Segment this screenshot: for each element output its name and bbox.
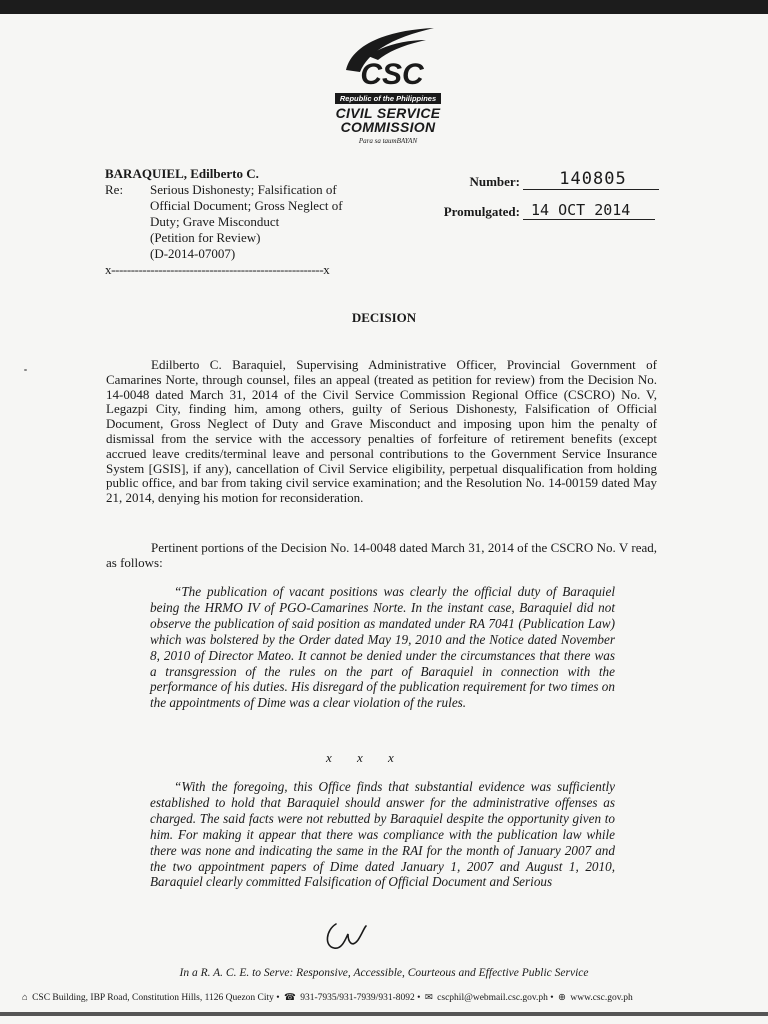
phone-icon: ☎ (284, 993, 296, 1003)
number-label: Number: (469, 174, 520, 189)
re-block (84, 182, 343, 262)
footer-email[interactable]: csc​phil@webmail.csc.gov.ph • (437, 993, 554, 1003)
re-lines (150, 182, 343, 262)
quote-ellipsis: x x x (326, 750, 394, 765)
number-value: 140805 (523, 169, 659, 190)
building-icon: ⌂ (22, 993, 28, 1003)
logo-name-line2: COMMISSION (340, 119, 436, 135)
email-icon: ✉ (424, 993, 433, 1003)
re-line: Official Document; Gross Neglect of (150, 198, 343, 213)
footer-tagline: In a R. A. C. E. to Serve: Responsive, Accessible, Courteous and Effective Public Service (179, 967, 589, 979)
number-row (428, 160, 659, 190)
csc-logo (326, 26, 450, 152)
logo-acronym: CSC (360, 58, 424, 88)
initial-signature (320, 916, 370, 959)
quote-paragraph-2: “With the foregoing, this Office finds that substantial evidence was sufficiently established to hold that Baraquiel should answer for the administrative offenses as charged. The said facts were not rebutted by Baraquiel despite the opportunity given to him. For making it appear that there was compliance with the publication law while there was none and indicating the same in the RAI for the month of January 2007 and the two appointment papers of Dime dated January 1, 2007 and August 1, 2010, Baraquiel clearly committed Falsification of Official Document and Serious (150, 779, 615, 890)
re-line: Duty; Grave Misconduct (150, 214, 280, 229)
logo-name-line1: CIVIL SERVICE (335, 105, 441, 121)
caption-separator: x------------------------------------------------------x (105, 262, 330, 277)
decision-meta (428, 160, 659, 220)
respondent-name: BARAQUIEL, Edilberto C. (105, 166, 259, 181)
web-icon: ⊕ (558, 993, 566, 1003)
case-caption (84, 166, 343, 262)
footer-website[interactable]: www.csc.gov.ph (570, 993, 633, 1003)
footer-contact (22, 992, 762, 1003)
re-line: (Petition for Review) (150, 230, 261, 245)
logo-motto: Para sa taumBAYAN (358, 137, 418, 145)
re-label: Re: (105, 182, 124, 197)
quote-paragraph-1: “The publication of vacant positions was clearly the official duty of Baraquiel being the HRMO IV of PGO-Camarines Norte. In the instant case, Baraquiel did not observe the publication of said position as mandated under RA 7041 (Publication Law) which was bolstered by the Order dated May 19, 2010 and the Notice dated November 8, 2010 of Director Mateo. It cannot be denied under the circumstances that there was a transgression of the rules on the part of Baraquiel in connection with the performance of his duties. His disregard of the publication requirement for two times on the appointments of Dime was a clear violation of the rules. (150, 584, 615, 711)
footer-address: CSC Building, IBP Road, Constitution Hills, 1126 Quezon City • (32, 993, 280, 1003)
scan-speck (24, 369, 27, 371)
re-line: (D-2014-07007) (150, 246, 236, 261)
logo-republic: Republic of the Philippines (335, 93, 441, 104)
decision-title: DECISION (351, 310, 417, 325)
bottom-border (0, 1012, 768, 1016)
csc-swoosh-emblem-icon (338, 26, 438, 88)
promulgated-value: 14 OCT 2014 (523, 201, 655, 220)
promulgated-row (428, 190, 659, 220)
footer-phone: 931-7935/931-7939/931-8092 • (300, 993, 421, 1003)
re-line: Serious Dishonesty; Falsification of (150, 182, 337, 197)
body-paragraph-2: Pertinent portions of the Decision No. 14-0048 dated March 31, 2014 of the CSCRO No. V read, as follows: (106, 540, 657, 570)
handwritten-initial-icon (320, 916, 370, 954)
top-border (0, 0, 768, 14)
promulgated-label: Promulgated: (443, 204, 520, 219)
body-paragraph-1: Edilberto C. Baraquiel, Supervising Administrative Officer, Provincial Government of Camarines Norte, through counsel, files an appeal (treated as petition for review) from the Decision No. 14-0048 dated March 31, 2014 of the Civil Service Commission Regional Office (CSCRO) No. V, Legazpi City, finding him, among others, guilty of Serious Dishonesty, Falsification of Official Document, Gross Neglect of Duty and Grave Misconduct and imposing upon him the penalty of dismissal from the service with the accessory penalties of forfeiture of retirement benefits (except accrued leave credits/terminal leave and personal contributions to the Government Service Insurance System [GSIS], if any), cancellation of Civil Service eligibility, perpetual disqualification from holding public office, and bar from taking civil service examination; and the Resolution No. 14-00159 dated May 21, 2014, denying his motion for reconsideration. (106, 357, 657, 506)
